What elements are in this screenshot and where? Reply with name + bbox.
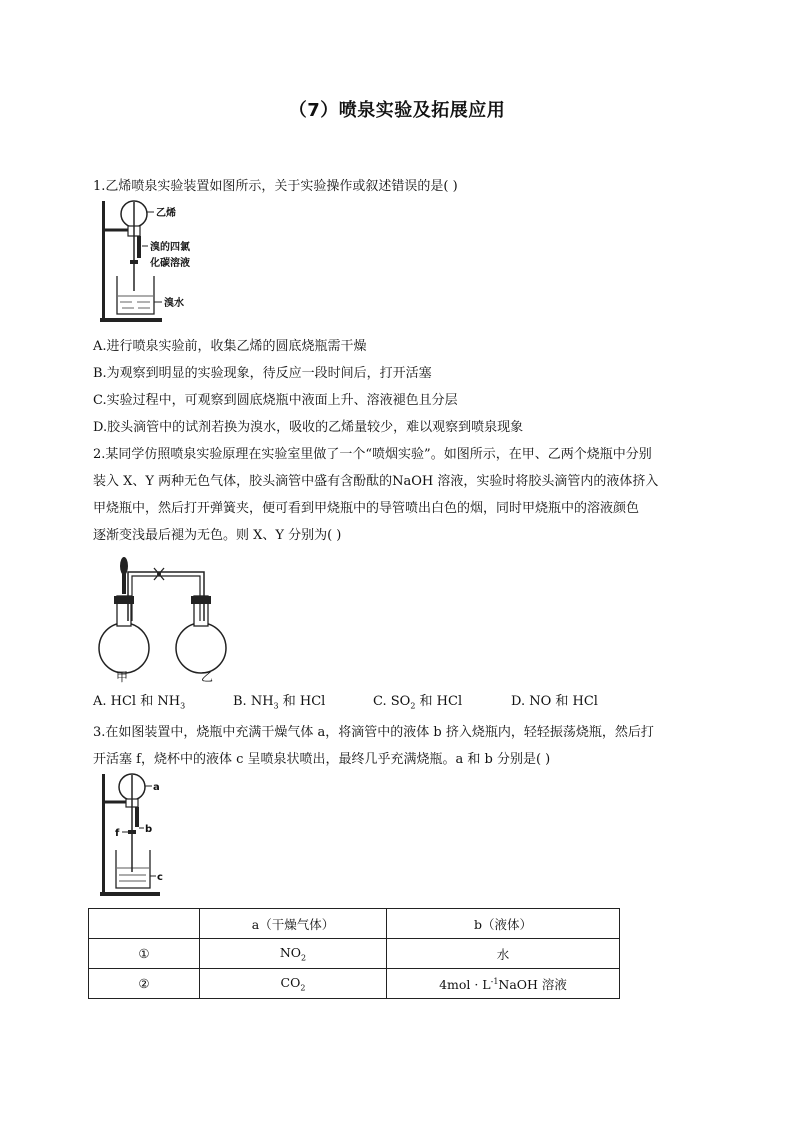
- label-bromine-ccl4-2: 化碳溶液: [150, 258, 190, 269]
- cell-gas-a: $NO_2$: [200, 939, 387, 969]
- label-flask-yi: 乙: [201, 670, 214, 684]
- label-bromine-ccl4-1: 溴的四氯: [150, 242, 190, 253]
- row-number: ②: [89, 969, 200, 999]
- q2-option-a: A. HCl 和 $NH_3$: [93, 694, 186, 711]
- label-ethylene: 乙烯: [156, 208, 176, 219]
- q2-apparatus-figure: [96, 556, 236, 684]
- table-row: [89, 939, 620, 969]
- q3-apparatus-figure: [94, 772, 184, 900]
- label-f: f: [115, 828, 120, 839]
- q2-stem-line-1: 2.某同学仿照喷泉实验原理在实验室里做了一个“喷烟实验”。如图所示，在甲、乙两个烧瓶中分别: [93, 447, 652, 462]
- row-number: ①: [89, 939, 200, 969]
- q1-stem: 1.乙烯喷泉实验装置如图所示，关于实验操作或叙述错误的是( ): [93, 179, 458, 194]
- table-header-cell: b（液体）: [387, 909, 620, 939]
- q2-stem-line-4: 逐渐变浅最后褪为无色。则 X、Y 分别为( ): [93, 528, 342, 543]
- table-header-cell: a（干燥气体）: [200, 909, 387, 939]
- q2-stem-line-3: 甲烧瓶中，然后打开弹簧夹，便可看到甲烧瓶中的导管喷出白色的烟，同时甲烧瓶中的溶液颜色: [93, 501, 640, 516]
- q2-option-d: D. NO 和 HCl: [511, 694, 598, 709]
- q2-stem-line-2: 装入 X、Y 两种无色气体，胶头滴管中盛有含酚酞的NaOH 溶液，实验时将胶头滴管内的液体挤入: [93, 474, 659, 489]
- q3-stem-line-1: 3.在如图装置中，烧瓶中充满干燥气体 a，将滴管中的液体 b 挤入烧瓶内，轻轻振荡烧瓶，然后打: [93, 725, 654, 740]
- label-a: a: [153, 782, 160, 793]
- table-row: [89, 969, 620, 999]
- label-b: b: [145, 824, 153, 835]
- cell-liquid-b: $4mol \cdot L^{-1}NaOH$ 溶液: [387, 969, 620, 999]
- label-bromine-water: 溴水: [164, 298, 184, 309]
- q1-option-d: D.胶头滴管中的试剂若换为溴水，吸收的乙烯量较少，难以观察到喷泉现象: [93, 420, 524, 435]
- q1-option-b: B.为观察到明显的实验现象，待反应一段时间后，打开活塞: [93, 366, 432, 381]
- q3-answer-table: [88, 908, 620, 999]
- q2-option-c: C. $SO_2$ 和 HCl: [373, 694, 463, 711]
- q1-apparatus-figure: [92, 196, 242, 326]
- q1-option-c: C.实验过程中，可观察到圆底烧瓶中液面上升、溶液褪色且分层: [93, 393, 458, 408]
- label-flask-jia: 甲: [116, 670, 129, 684]
- cell-gas-a: $CO_2$: [200, 969, 387, 999]
- page-title: （7）喷泉实验及拓展应用: [288, 100, 506, 121]
- table-header-row: [89, 909, 620, 939]
- q3-stem-line-2: 开活塞 f，烧杯中的液体 c 呈喷泉状喷出，最终几乎充满烧瓶。a 和 b 分别是( ): [93, 752, 551, 767]
- q2-option-b: B. $NH_3$ 和 HCl: [233, 694, 326, 711]
- cell-liquid-b: 水: [387, 939, 620, 969]
- label-c: c: [157, 872, 163, 883]
- q1-option-a: A.进行喷泉实验前，收集乙烯的圆底烧瓶需干燥: [93, 339, 367, 354]
- table-header-cell: [89, 909, 200, 939]
